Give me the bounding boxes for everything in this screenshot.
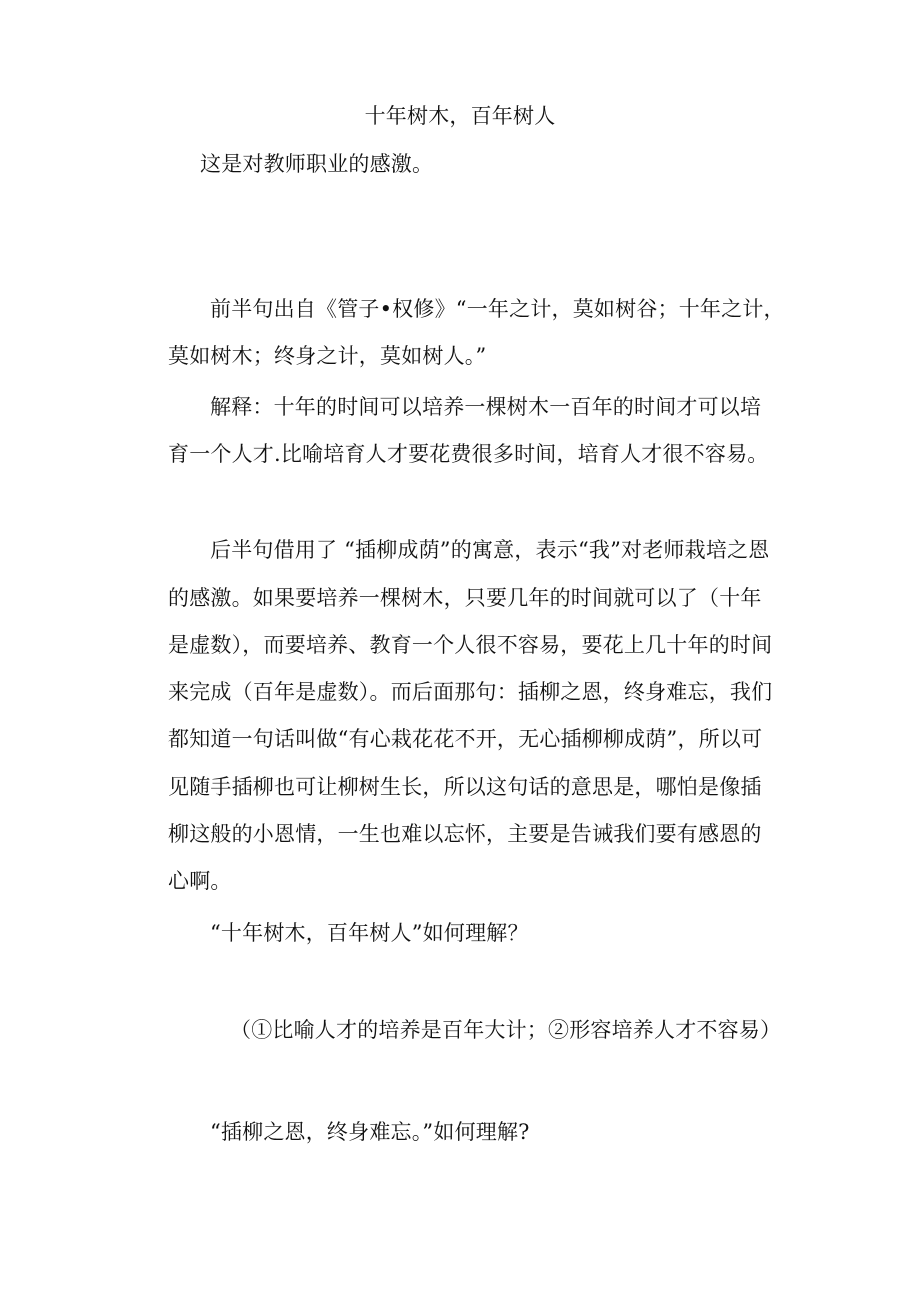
- paragraph-1-line-1: 前半句出自《管子•权修》“一年之计，莫如树谷；十年之计，: [210, 297, 785, 321]
- paragraph-2-line-2: 育一个人才.比喻培育人才要花费很多时间，培育人才很不容易。: [168, 442, 769, 466]
- intro-text: 这是对教师职业的感激。: [200, 152, 434, 176]
- paragraph-3-line-5: 都知道一句话叫做“有心栽花花不开，无心插柳柳成荫”，所以可: [168, 727, 763, 751]
- question-1: “十年树木，百年树人”如何理解？: [210, 921, 529, 945]
- paragraph-2-line-1: 解释：十年的时间可以培养一棵树木一百年的时间才可以培: [210, 395, 762, 419]
- paragraph-3-line-2: 的感激。如果要培养一棵树木，只要几年的时间就可以了（十年: [168, 586, 762, 610]
- paragraph-3-line-8: 心啊。: [168, 869, 232, 893]
- paragraph-3-line-4: 来完成（百年是虚数）。而后面那句：插柳之恩，终身难忘，我们: [168, 680, 773, 704]
- paragraph-3-line-1: 后半句借用了 “插柳成荫”的寓意，表示“我”对老师栽培之恩: [210, 538, 770, 562]
- paragraph-3-line-7: 柳这般的小恩情，一生也难以忘怀，主要是告诫我们要有感恩的: [168, 822, 762, 846]
- answer-1: （①比喻人才的培养是百年大计；②形容培养人才不容易）: [230, 1018, 782, 1042]
- paragraph-1-line-2: 莫如树木；终身之计，莫如树人。”: [168, 344, 487, 368]
- question-2: “插柳之恩，终身难忘。”如何理解?: [210, 1120, 530, 1144]
- document-title: 十年树木，百年树人: [364, 104, 556, 128]
- paragraph-3-line-6: 见随手插柳也可让柳树生长，所以这句话的意思是，哪怕是像插: [168, 775, 762, 799]
- paragraph-3-line-3: 是虚数），而要培养、教育一个人很不容易，要花上几十年的时间: [168, 633, 773, 657]
